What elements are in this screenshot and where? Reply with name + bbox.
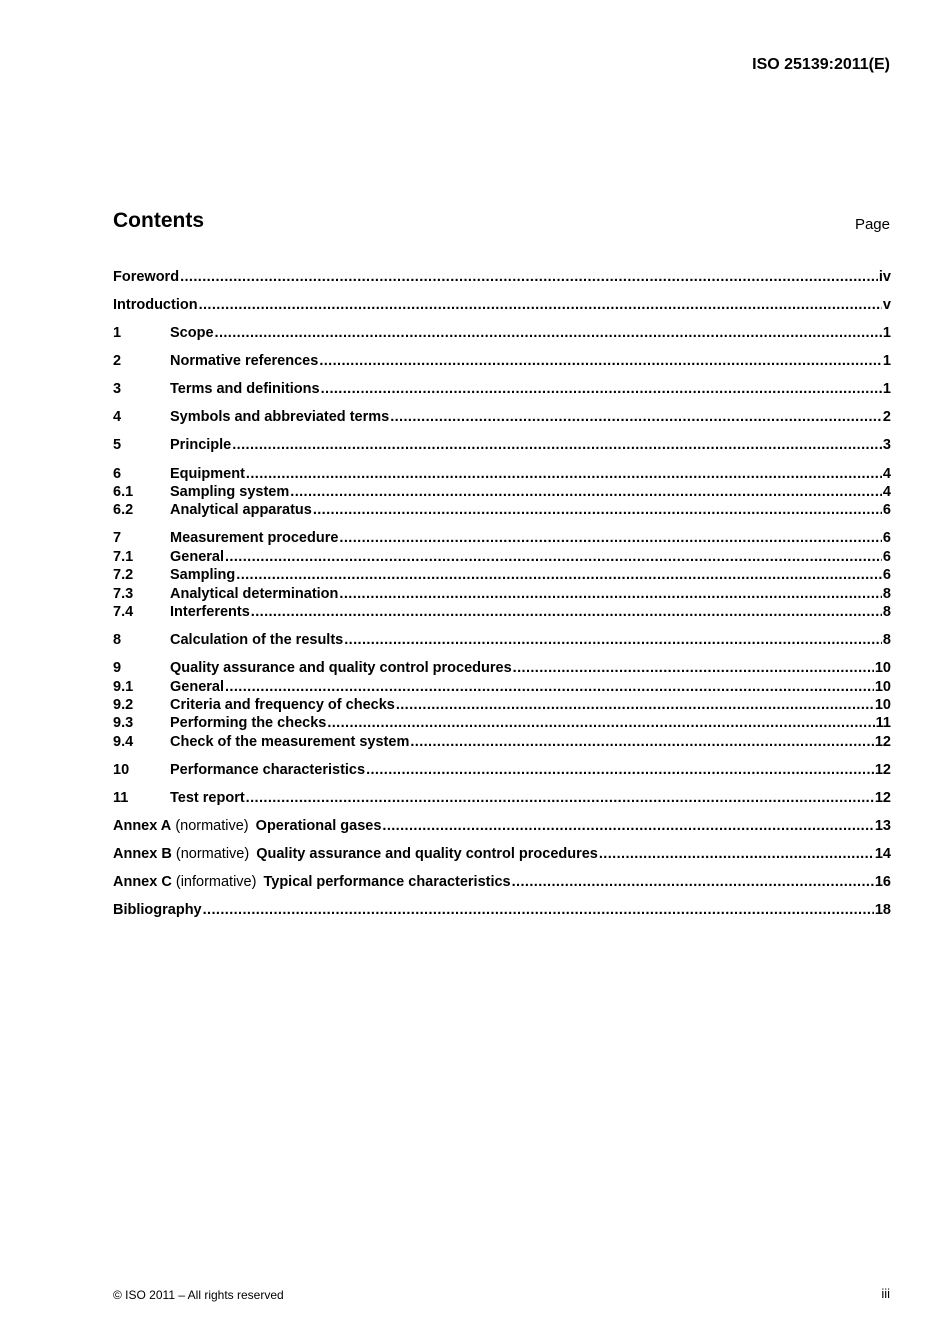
dot-leader	[339, 529, 882, 547]
dot-leader	[327, 714, 874, 732]
toc-entry-title: Check of the measurement system	[170, 733, 410, 750]
toc-entry-title: General	[170, 678, 224, 695]
toc-entry-title: Principle	[170, 437, 232, 454]
dot-leader	[232, 436, 882, 454]
toc-entry-number: 4	[113, 409, 122, 426]
toc-entry-number: 7.1	[113, 548, 134, 565]
toc-entry-page: 1	[882, 325, 891, 342]
toc-entry-page: v	[882, 297, 891, 314]
dot-leader	[390, 408, 882, 426]
toc-entry-page: 6	[882, 502, 891, 519]
toc-entry-title: Performing the checks	[170, 715, 327, 732]
dot-leader	[339, 585, 882, 603]
toc-entry-number: 10	[113, 761, 130, 778]
toc-entry-number: 6.2	[113, 502, 134, 519]
toc-entry-title: Equipment	[170, 465, 245, 482]
toc-entry-title: General	[170, 548, 224, 565]
toc-entry-number: 9.4	[113, 733, 134, 750]
toc-entry-title: Scope	[170, 325, 214, 342]
dot-leader	[599, 845, 874, 863]
toc-entry-number: 7	[113, 530, 122, 547]
toc-entry-page: 12	[874, 789, 891, 806]
toc-entry-normative-references[interactable]	[113, 352, 891, 370]
toc-entry-page: 6	[882, 567, 891, 584]
document-identifier: ISO 25139:2011(E)	[752, 56, 890, 73]
toc-group-4	[113, 408, 891, 426]
toc-entry-calculation[interactable]	[113, 631, 891, 649]
dot-leader	[246, 789, 874, 807]
toc-entry-performing-checks[interactable]	[113, 714, 891, 732]
toc-entry-annex-b[interactable]	[113, 845, 891, 863]
toc-entry-number: 5	[113, 437, 122, 454]
dot-leader	[246, 465, 882, 483]
toc-entry-title: Criteria and frequency of checks	[170, 696, 395, 713]
toc-group-6	[113, 465, 891, 520]
toc-entry-number: 2	[113, 353, 122, 370]
toc-entry-analytical-apparatus[interactable]	[113, 501, 891, 519]
toc-entry-page: 8	[882, 632, 891, 649]
toc-group-2	[113, 352, 891, 370]
toc-entry-principle[interactable]	[113, 436, 891, 454]
toc-entry-interferents[interactable]	[113, 603, 891, 621]
toc-entry-title: Normative references	[170, 353, 319, 370]
toc-entry-title: Introduction	[113, 297, 198, 314]
toc-entry-sampling[interactable]	[113, 566, 891, 584]
toc-group-7	[113, 529, 891, 621]
toc-group-introduction	[113, 296, 891, 314]
toc-entry-title: Sampling	[170, 567, 236, 584]
dot-leader	[410, 733, 874, 751]
toc-entry-page: 11	[875, 715, 891, 732]
toc-entry-test-report[interactable]	[113, 789, 891, 807]
dot-leader	[199, 296, 882, 314]
toc-entry-title: Symbols and abbreviated terms	[170, 409, 390, 426]
toc-entry-title: Sampling system	[170, 483, 290, 500]
toc-entry-title: Calculation of the results	[170, 632, 344, 649]
contents-heading: Contents	[113, 209, 204, 232]
toc-entry-title: Operational gases	[255, 817, 382, 834]
toc-group-11	[113, 789, 891, 807]
toc-entry-number: 9	[113, 660, 122, 677]
dot-leader	[225, 678, 874, 696]
toc-entry-terms-and-definitions[interactable]	[113, 380, 891, 398]
toc-entry-page: 8	[882, 603, 891, 620]
dot-leader	[513, 659, 874, 677]
toc-entry-title: Measurement procedure	[170, 530, 339, 547]
toc-entry-page: 10	[874, 678, 891, 695]
toc-entry-title: Bibliography	[113, 902, 202, 919]
toc-entry-page: 1	[882, 353, 891, 370]
toc-group-annex-a	[113, 817, 891, 835]
toc-entry-page: 3	[882, 437, 891, 454]
toc-entry-page: 13	[874, 817, 891, 834]
toc-entry-number: 7.2	[113, 567, 134, 584]
toc-group-10	[113, 761, 891, 779]
toc-group-foreword	[113, 268, 891, 286]
annex-kind: (normative)	[175, 817, 249, 834]
toc-entry-page: 4	[882, 483, 891, 500]
dot-leader	[290, 483, 882, 501]
annex-kind: (normative)	[175, 846, 250, 862]
toc-entry-page: 1	[882, 381, 891, 398]
toc-entry-page: 6	[882, 548, 891, 565]
toc-entry-number: 11	[113, 789, 129, 806]
toc-entry-number: 8	[113, 632, 122, 649]
toc-entry-title: Foreword	[113, 269, 180, 285]
toc-entry-check-measurement-system[interactable]	[113, 733, 891, 751]
toc-entry-title: Analytical apparatus	[170, 502, 312, 519]
toc-entry-page: 10	[874, 660, 891, 677]
dot-leader	[225, 548, 882, 566]
toc-entry-page: 12	[874, 733, 891, 750]
toc-entry-performance-characteristics[interactable]	[113, 761, 891, 779]
toc-group-annex-b	[113, 845, 891, 863]
toc-entry-page: iv	[878, 269, 891, 285]
toc-entry-page: 12	[874, 761, 891, 778]
dot-leader	[382, 817, 873, 835]
dot-leader	[344, 631, 882, 649]
toc-entry-annex-a[interactable]	[113, 817, 891, 835]
annex-kind: (informative)	[175, 874, 257, 891]
toc-entry-annex-c[interactable]	[113, 873, 891, 891]
toc-group-9	[113, 659, 891, 751]
toc-entry-equipment[interactable]	[113, 465, 891, 483]
toc-entry-page: 4	[882, 465, 891, 482]
toc-group-bibliography	[113, 901, 891, 919]
toc-entry-number: 9.2	[113, 696, 134, 713]
annex-label: Annex A	[113, 817, 172, 834]
toc-entry-foreword[interactable]	[113, 268, 891, 286]
dot-leader	[251, 603, 882, 621]
page-column-label: Page	[854, 216, 890, 233]
toc-entry-title: Performance characteristics	[170, 761, 366, 778]
dot-leader	[236, 566, 882, 584]
toc-entry-number: 7.4	[113, 603, 134, 620]
toc-entry-title: Analytical determination	[170, 585, 339, 602]
toc-entry-introduction[interactable]	[113, 296, 891, 314]
toc-entry-page: 16	[874, 874, 891, 891]
toc-entry-number: 1	[113, 325, 122, 342]
toc-group-annex-c	[113, 873, 891, 891]
toc-entry-title: Quality assurance and quality control procedures	[256, 846, 598, 862]
page-number: iii	[881, 1286, 890, 1301]
toc-entry-page: 10	[874, 696, 891, 713]
toc-entry-symbols[interactable]	[113, 408, 891, 426]
dot-leader	[203, 901, 874, 919]
toc-group-3	[113, 380, 891, 398]
toc-entry-number: 7.3	[113, 585, 134, 602]
toc-entry-page: 2	[882, 409, 891, 426]
dot-leader	[396, 696, 874, 714]
dot-leader	[512, 873, 874, 891]
annex-label: Annex B	[113, 846, 172, 862]
toc-entry-general-9-1[interactable]	[113, 678, 891, 696]
toc-entry-page: 8	[882, 585, 891, 602]
toc-entry-page: 14	[874, 846, 891, 862]
dot-leader	[313, 501, 882, 519]
toc-entry-number: 6.1	[113, 483, 134, 500]
toc-entry-number: 3	[113, 381, 122, 398]
copyright-notice: © ISO 2011 – All rights reserved	[113, 1288, 284, 1302]
toc-entry-page: 6	[882, 530, 891, 547]
toc-entry-criteria[interactable]	[113, 696, 891, 714]
toc-entry-number: 6	[113, 465, 122, 482]
toc-group-5	[113, 436, 891, 454]
toc-entry-number: 9.1	[113, 678, 134, 695]
toc-entry-title: Quality assurance and quality control procedures	[170, 660, 512, 677]
toc-entry-title: Terms and definitions	[170, 381, 320, 398]
toc-entry-analytical-determination[interactable]	[113, 585, 891, 603]
toc-entry-measurement-procedure[interactable]	[113, 529, 891, 547]
toc-entry-general-7-1[interactable]	[113, 548, 891, 566]
toc-entry-title: Typical performance characteristics	[263, 874, 511, 891]
annex-label: Annex C	[113, 874, 172, 891]
toc-entry-title: Interferents	[170, 603, 250, 620]
toc-entry-quality-assurance[interactable]	[113, 659, 891, 677]
toc-entry-title: Test report	[170, 789, 245, 806]
dot-leader	[321, 380, 882, 398]
toc-group-8	[113, 631, 891, 649]
toc-entry-scope[interactable]	[113, 324, 891, 342]
dot-leader	[319, 352, 882, 370]
dot-leader	[180, 268, 878, 286]
toc-entry-number: 9.3	[113, 715, 134, 732]
dot-leader	[215, 324, 882, 342]
table-of-contents	[113, 268, 891, 929]
toc-group-1	[113, 324, 891, 342]
toc-entry-bibliography[interactable]	[113, 901, 891, 919]
toc-entry-sampling-system[interactable]	[113, 483, 891, 501]
toc-entry-page: 18	[874, 902, 891, 919]
dot-leader	[366, 761, 874, 779]
